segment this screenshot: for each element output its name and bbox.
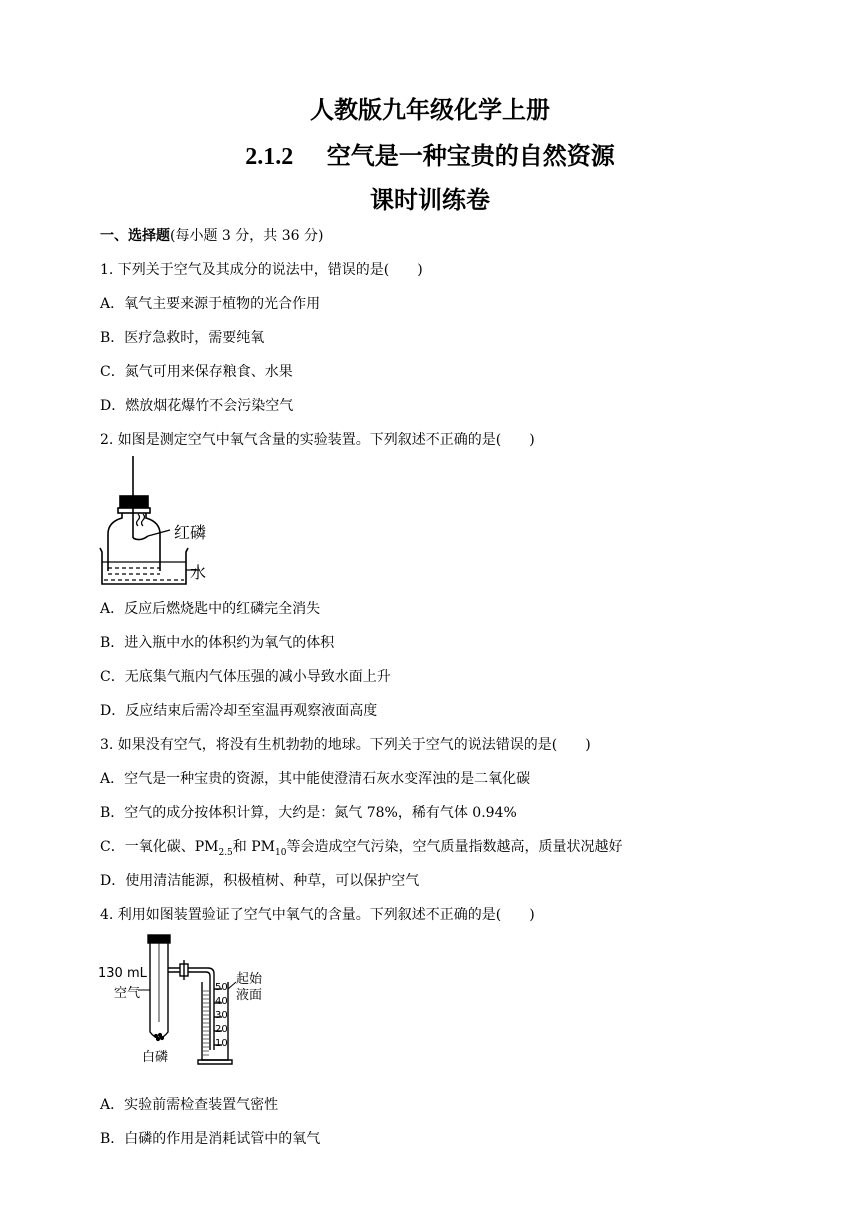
q3-stem: 3. 如果没有空气，将没有生机勃勃的地球。下列关于空气的说法错误的是( ) bbox=[100, 737, 591, 753]
q2-apparatus-figure bbox=[98, 456, 218, 588]
q2-option-d: D．反应结束后需冷却至室温再观察液面高度 bbox=[100, 703, 378, 719]
doc-subtitle: 课时训练卷 bbox=[370, 186, 490, 214]
q1-option-b: B．医疗急救时，需要纯氧 bbox=[100, 330, 265, 346]
q3-option-c: C．一氧化碳、$PM_{2.5}$和 $PM_{10}$等会造成空气污染，空气质量指数越高，质量状况越好 bbox=[100, 839, 623, 858]
q1-option-d: D．燃放烟花爆竹不会污染空气 bbox=[100, 398, 294, 414]
water-label: 水 bbox=[190, 563, 207, 582]
initial-label-1: 起始 bbox=[236, 972, 263, 987]
q3-option-d: D．使用清洁能源，积极植树、种草，可以保护空气 bbox=[100, 873, 420, 889]
q1-option-c: C．氮气可用来保存粮食、水果 bbox=[100, 364, 293, 380]
tick-20: 20 bbox=[215, 1024, 228, 1035]
q1-option-a: A．氧气主要来源于植物的光合作用 bbox=[100, 296, 321, 312]
q1-stem: 1. 下列关于空气及其成分的说法中，错误的是( ) bbox=[100, 262, 423, 278]
red-phosphorus-label: 红磷 bbox=[174, 523, 207, 542]
q2-option-b: B．进入瓶中水的体积约为氧气的体积 bbox=[100, 635, 335, 651]
section-header bbox=[100, 225, 323, 245]
q2-stem: 2. 如图是测定空气中氧气含量的实验装置。下列叙述不正确的是( ) bbox=[100, 432, 535, 448]
lesson-title bbox=[0, 136, 860, 171]
q4-stem: 4. 利用如图装置验证了空气中氧气的含量。下列叙述不正确的是( ) bbox=[100, 907, 535, 923]
white-phosphorus-label: 白磷 bbox=[142, 1050, 169, 1065]
lesson-number: 2.1.2 bbox=[245, 144, 294, 170]
q3-option-a: A．空气是一种宝贵的资源，其中能使澄清石灰水变浑浊的是二氧化碳 bbox=[100, 771, 531, 787]
q4-apparatus-figure bbox=[98, 932, 278, 1068]
tick-30: 30 bbox=[215, 1010, 228, 1021]
doc-title: 人教版九年级化学上册 bbox=[310, 96, 550, 124]
q2-option-a: A．反应后燃烧匙中的红磷完全消失 bbox=[100, 601, 321, 617]
q2-option-c: C．无底集气瓶内气体压强的减小导致水面上升 bbox=[100, 669, 391, 685]
tick-40: 40 bbox=[215, 996, 228, 1007]
air-label: 空气 bbox=[114, 986, 141, 1001]
tick-10: 10 bbox=[215, 1038, 228, 1049]
q4-option-a: A．实验前需检查装置气密性 bbox=[100, 1097, 279, 1113]
lesson-name: 空气是一种宝贵的自然资源 bbox=[326, 142, 615, 170]
section-note: (每小题 3 分，共 36 分) bbox=[170, 228, 324, 244]
q3-option-b: B．空气的成分按体积计算，大约是：氮气 78%，稀有气体 0.94% bbox=[100, 805, 517, 821]
initial-label-2: 液面 bbox=[236, 988, 263, 1003]
volume-label: 130 mL bbox=[98, 966, 147, 981]
section-label: 一、选择题 bbox=[100, 228, 170, 244]
tick-50: 50 bbox=[215, 982, 228, 993]
q4-option-b: B．白磷的作用是消耗试管中的氧气 bbox=[100, 1131, 321, 1147]
